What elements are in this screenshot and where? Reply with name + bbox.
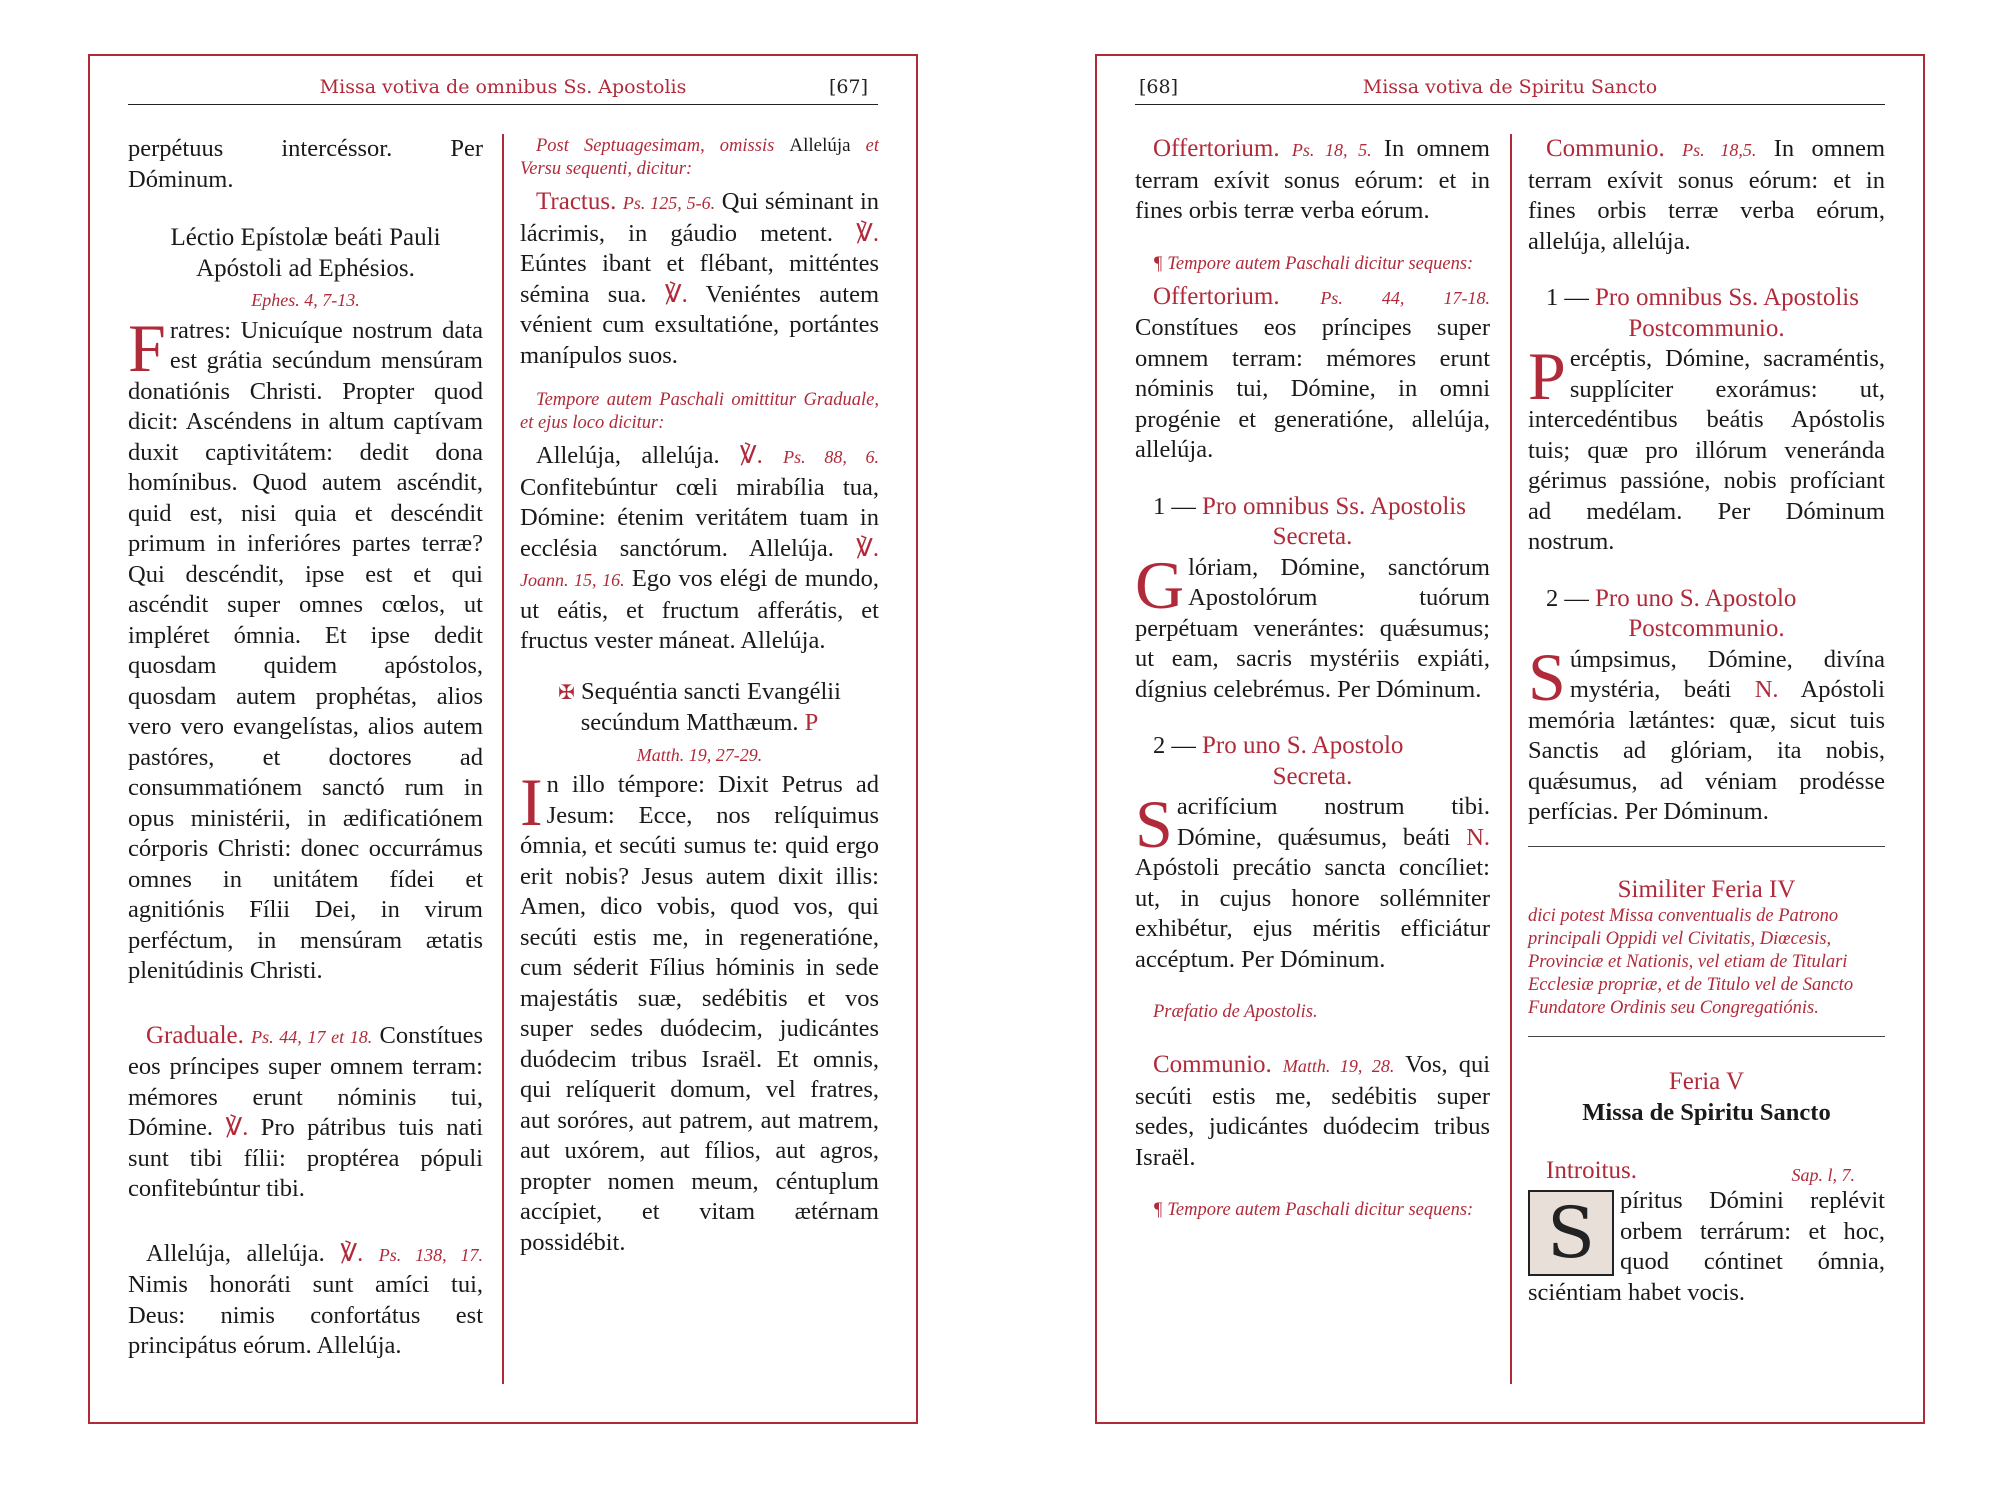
offertorium-text: Constítues eos príncipes super omnem terram: mémores erunt nóminis tui, Dómine, in omni progénie et generatióne, allelúja, allelúja. (1135, 314, 1490, 463)
alleluia-text-3: Ego vos elégi de mundo, ut eátis, et fructum afferátis, et fructus vester máneat. Allelúja. (520, 565, 879, 654)
secreta-heading: 2 — Pro uno S. Apostolo (1153, 732, 1404, 759)
alleluia-ref-2: Joann. 15, 16. (520, 570, 625, 590)
versicle-symbol: ℣. (739, 442, 763, 469)
rubric: ¶ Tempore autem Paschali dicitur sequens: (1153, 1200, 1474, 1220)
running-title: Missa votiva de Spiritu Sancto (1362, 76, 1658, 98)
alleluia-text: Allelúja, allelúja. (146, 1239, 325, 1267)
postcommunio-label: Postcommunio. (1628, 314, 1785, 342)
secreta-text-2: Apóstoli precátio sancta concíliet: ut, in cujus honore sollémniter exhibétur, ejus méritis efficiátur accéptum. Per Dóminum. (1135, 854, 1490, 973)
postcommunio-heading: 2 — Pro uno S. Apostolo (1546, 584, 1797, 612)
right-column (1510, 134, 1885, 1384)
communio-label: Communio. (1153, 1051, 1272, 1078)
right-column (502, 134, 879, 1384)
running-title: Missa votiva de omnibus Ss. Apostolis (319, 76, 687, 98)
intro-text: perpétuus intercéssor. Per Dóminum. (128, 135, 483, 193)
alleluia-ref: Ps. 88, 6. (783, 447, 879, 467)
left-column (1135, 134, 1490, 1384)
rubric: ¶ Tempore autem Paschali dicitur sequens: (1153, 253, 1474, 274)
divider (1528, 846, 1885, 847)
postcommunio-text-2: Apóstoli memória lætántes: quæ, sicut tuis Sanctis ad glóriam, ita nobis, quǽsumus, ad véniam prodésse perfícias. Per Dóminum. (1528, 676, 1885, 825)
praefatio-rubric: Præfatio de Apostolis. (1153, 1002, 1318, 1022)
name-placeholder: N. (1466, 823, 1490, 851)
tractus-label: Tractus. (536, 188, 617, 215)
introitus-heading (1528, 1156, 1885, 1186)
offertorium-label: Offertorium. (1153, 282, 1280, 310)
cross-icon: ✠ (558, 681, 575, 704)
page-68 (1095, 54, 1925, 1424)
page-number: [67] (828, 76, 868, 98)
drop-cap: P (1528, 338, 1566, 414)
communio-label: Communio. (1546, 135, 1665, 162)
versicle-symbol: ℣. (340, 1239, 364, 1267)
secreta-text: lóriam, Dómine, sanctórum Apostolórum tuórum perpétuam venerántes: quǽsumus; ut eam, sacris mystériis expiáti, dígnius celebrémus. Per Dóminum. (1135, 553, 1490, 703)
illuminated-initial: S (1528, 1190, 1614, 1276)
communio-text: Vos, qui secúti estis me, sedébitis super sedes, judicántes duódecim tribus Israël. (1135, 1051, 1490, 1171)
tractus-text-3: Veniéntes autem vénient cum exsultatióne, portántes manípulos suos. (520, 280, 879, 369)
introitus-label: Introitus. (1546, 1157, 1637, 1184)
left-column (128, 134, 483, 1384)
postcommunio-label: Postcommunio. (1628, 615, 1785, 642)
feria-title: Feria V (1668, 1068, 1745, 1095)
communio-text: In omnem terram exívit sonus eórum: et in fines orbis terræ verba eórum, allelúja, allelúja. (1528, 135, 1885, 255)
similiter-title: Similiter Feria IV (1617, 875, 1796, 903)
postcommunio-heading: 1 — Pro omnibus Ss. Apostolis (1546, 284, 1859, 311)
drop-cap: G (1135, 546, 1185, 623)
alleluia-text-2: Confitebúntur cœli mirabília tua, Dómine: étenim veritátem tuam in ecclésia sanctórum. Allelúja. (520, 473, 879, 562)
lectio-title: Léctio Epístolæ beáti Pauli Apóstoli ad Ephésios. (170, 224, 441, 282)
postcommunio-text: úmpsimus, Dómine, divína mystéria, beáti (1569, 645, 1885, 703)
drop-cap: S (1528, 638, 1566, 715)
offertorium-label: Offertorium. (1153, 135, 1280, 162)
divider (1528, 1036, 1885, 1037)
communio-ref: Matth. 19, 28. (1282, 1056, 1395, 1076)
introitus-ref: Sap. l, 7. (1791, 1165, 1855, 1185)
alleluia-text-2: Nimis honoráti sunt amíci tui, Deus: nimis confortátus est principátus eórum. Allelúja. (128, 1271, 483, 1359)
graduale-ref: Ps. 44, 17 et 18. (251, 1026, 373, 1047)
secreta-label: Secreta. (1272, 762, 1353, 790)
postcommunio-text: ercéptis, Dómine, sacraméntis, supplíciter exorámus: ut, intercedéntibus beátis Apóstolis tuis; quæ pro illórum veneránda gérimus passióne, nobis profíciant ad medélam. Per Dóminum nostrum. (1528, 345, 1885, 555)
page-67 (88, 54, 918, 1424)
page-number: [68] (1139, 76, 1179, 98)
offertorium-text: In omnem terram exívit sonus eórum: et in fines orbis terræ verba eórum. (1135, 135, 1490, 224)
secreta-label: Secreta. (1272, 523, 1353, 550)
evangelium-marker: P (804, 709, 819, 736)
evangelium-title: Sequéntia sancti Evangélii secúndum Matthæum. (580, 677, 841, 736)
versicle-symbol: ℣. (664, 280, 688, 308)
tractus-ref: Ps. 125, 5-6. (622, 193, 716, 213)
communio-ref: Ps. 18,5. (1682, 140, 1757, 160)
secreta-heading: 1 — Pro omnibus Ss. Apostolis (1153, 492, 1466, 520)
lectio-ref: Ephes. 4, 7-13. (251, 290, 360, 310)
name-placeholder: N. (1754, 676, 1779, 703)
missa-title: Missa de Spiritu Sancto (1582, 1098, 1831, 1126)
introitus-text: píritus Dómini replévit orbem terrárum: et hoc, quod cóntinet ómnia, sciéntiam habet vocis. (1528, 1187, 1885, 1306)
graduale-text-2: Pro pátribus tuis nati sunt tibi fílii: proptérea pópuli confitebúntur tibi. (128, 1114, 483, 1202)
offertorium-ref: Ps. 44, 17-18. (1320, 287, 1490, 308)
rubric: Tempore autem Paschali omittitur Graduale, et ejus loco dicitur: (520, 390, 879, 433)
page-header (1135, 70, 1885, 105)
drop-cap: I (520, 764, 543, 840)
similiter-rubric: dici potest Missa conventualis de Patrono principali Oppidi vel Civitatis, Diœcesis, Provinciæ et Nationis, vel etiam de Titulari Ecclesiæ propriæ, et de Titulo vel de Sancto Fundatore Ordinis seu Congregatiónis. (1528, 906, 1854, 1018)
graduale-text: Constítues eos príncipes super omnem terram: mémores erunt nóminis tui, Dómine. (128, 1021, 483, 1141)
drop-cap: S (1135, 786, 1173, 862)
offertorium-ref: Ps. 18, 5. (1291, 140, 1372, 160)
versicle-symbol: ℣. (225, 1114, 249, 1141)
tractus-text: Qui séminant in lácrimis, in gáudio metent. (520, 188, 879, 247)
evangelium-text: n illo témpore: Dixit Petrus ad Jesum: Ecce, nos relíquimus ómnia, et secúti sumus te: quid ergo erit nobis? Jesus autem dixit illis: Amen, dico vobis, quod vos, qui secúti estis me, in regeneratióne, cum séderit Fílius hóminis in sede majestátis suæ, sedébitis et vos super sedes duódecim, judicántes duódecim tribus Israël. Et omnis, qui relíquerit domum, vel fratres, aut soróres, aut patrem, aut matrem, aut uxórem, aut fílios, aut agros, propter nomen meum, céntuplum accípiet, et vitam ætérnam possidébit. (520, 771, 879, 1256)
evangelium-ref: Matth. 19, 27-29. (636, 744, 763, 765)
drop-cap: F (128, 309, 166, 386)
secreta-text: acrifícium nostrum tibi. Dómine, quǽsumus, beáti (1176, 793, 1490, 851)
alleluia-text: Allelúja, allelúja. (536, 442, 720, 469)
versicle-symbol: ℣. (856, 219, 879, 247)
lectio-text: ratres: Unicuíque nostrum data est grátia secúndum mensúram donatiónis Christi. Propter quod dicit: Ascéndens in altum captívam duxit captivitátem: dedit dona homínibus. Quod autem ascéndit, quid est, nisi quia et descéndit primum in inferióres partes terræ? Qui descéndit, ipse est et qui ascéndit super omnes cœlos, ut impléret ómnia. Et ipse dedit quosdam quidem apóstolos, quosdam autem prophétas, alios vero vero evangelístas, alios autem pastóres, et doctores ad consummatiónem sanctó rum in opus ministérii, in ædificatiónem córporis Christi: donec occurrámus omnes in unitátem fídei et agnitiónis Fílii Dei, in virum perféctum, in mensúram ætatis plenitúdinis Christi. (128, 316, 483, 984)
alleluia-ref: Ps. 138, 17. (378, 1244, 483, 1265)
rubric: Post Septuagesimam, omissis Allelúja et Versu sequenti, dicitur: (520, 135, 879, 179)
tractus-text-2: Eúntes ibant et flébant, mitténtes sémina sua. (520, 250, 879, 308)
page-header (128, 70, 878, 105)
graduale-label: Graduale. (146, 1021, 244, 1049)
versicle-symbol: ℣. (856, 534, 879, 562)
